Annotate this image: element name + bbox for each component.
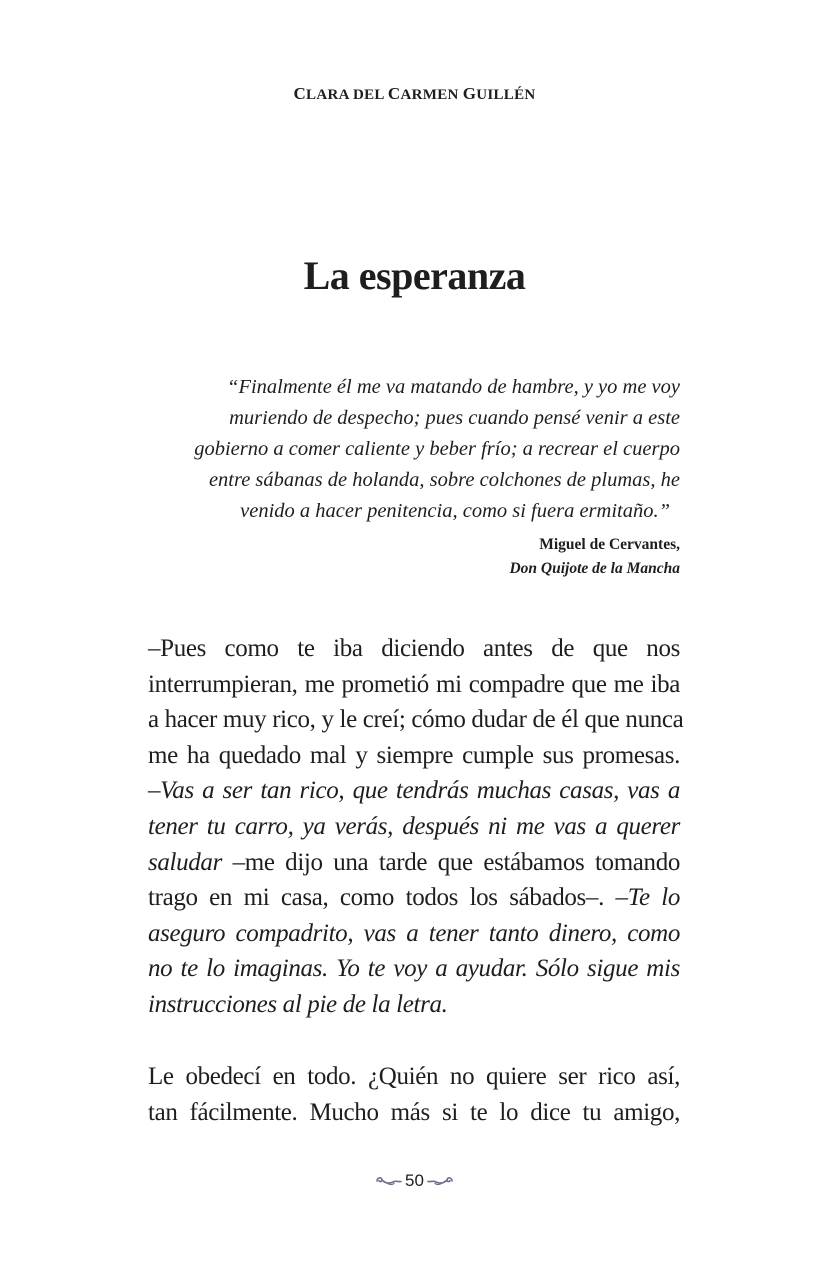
paragraph-line <box>148 702 684 738</box>
paragraph-line <box>148 773 680 809</box>
epigraph-line: “Finalmente él me va matando de hambre, y yo me voy <box>227 376 680 398</box>
text-run: Le obedecí en todo. ¿Quién no quiere ser rico así, <box>148 1063 680 1090</box>
running-header-w2: CARMEN <box>387 84 463 103</box>
running-header <box>0 84 829 104</box>
text-run: –Pues como te iba diciendo antes de que nos <box>148 635 680 662</box>
paragraph-line <box>148 738 680 774</box>
text-run: aseguro compadrito, vas a tener tanto dinero, como <box>148 919 680 947</box>
paragraph-line <box>148 845 680 881</box>
epigraph-line: entre sábanas de holanda, sobre colchones de plumas, he <box>208 469 680 491</box>
text-run: saludar <box>148 848 222 876</box>
running-header-w1: CLARA DEL <box>293 84 388 103</box>
text-run: instrucciones al pie de la letra. <box>148 990 448 1018</box>
text-run: tener tu carro, ya verás, después ni me vas a querer <box>148 812 680 840</box>
paragraph-line <box>148 951 680 987</box>
paragraph-line <box>148 1095 680 1131</box>
text-run: me ha quedado mal y siempre cumple sus promesas. <box>148 741 680 769</box>
epigraph-line: venido a hacer penitencia, como si fuera ermitaño.” <box>240 500 670 522</box>
running-header-w3: GUILLÉN <box>462 84 536 103</box>
right-flourish-icon <box>426 1174 454 1188</box>
paragraph-1 <box>148 631 684 1023</box>
text-run: –Vas a ser tan rico, que tendrás muchas casas, vas a <box>148 777 680 805</box>
text-run: –Te lo <box>615 884 680 912</box>
epigraph-work: Don Quijote de la Mancha <box>509 560 680 577</box>
text-run: interrumpieran, me prometió mi compadre que me iba <box>148 670 680 698</box>
text-run: trago en mi casa, como todos los sábados–. <box>148 884 616 912</box>
paragraph-line <box>148 880 680 916</box>
page-number: 50 <box>405 1171 424 1190</box>
text-run: –me dijo una tarde que estábamos tomando <box>221 848 680 876</box>
chapter-title: La esperanza <box>303 253 526 298</box>
paragraph-line <box>148 987 680 1023</box>
epigraph-line: muriendo de despecho; pues cuando pensé venir a este <box>229 407 680 429</box>
text-run: tan fácilmente. Mucho más si te lo dice tu amigo, <box>148 1098 680 1126</box>
paragraph-line <box>148 667 680 703</box>
paragraph-line <box>148 809 680 845</box>
page-footer <box>0 1171 829 1191</box>
epigraph-quote <box>170 372 680 527</box>
paragraph-line <box>148 631 680 667</box>
paragraph-line <box>148 1059 680 1095</box>
text-run: a hacer muy rico, y le creí; cómo dudar de él que nunca <box>148 706 684 734</box>
epigraph-author: Miguel de Cervantes, <box>539 536 680 553</box>
text-run: no te lo imaginas. Yo te voy a ayudar. Sólo sigue mis <box>148 955 680 983</box>
paragraph-2 <box>148 1059 680 1130</box>
epigraph <box>170 372 680 580</box>
epigraph-line: gobierno a comer caliente y beber frío; a recrear el cuerpo <box>194 438 680 460</box>
left-flourish-icon <box>375 1174 403 1188</box>
paragraph-line <box>148 916 680 952</box>
